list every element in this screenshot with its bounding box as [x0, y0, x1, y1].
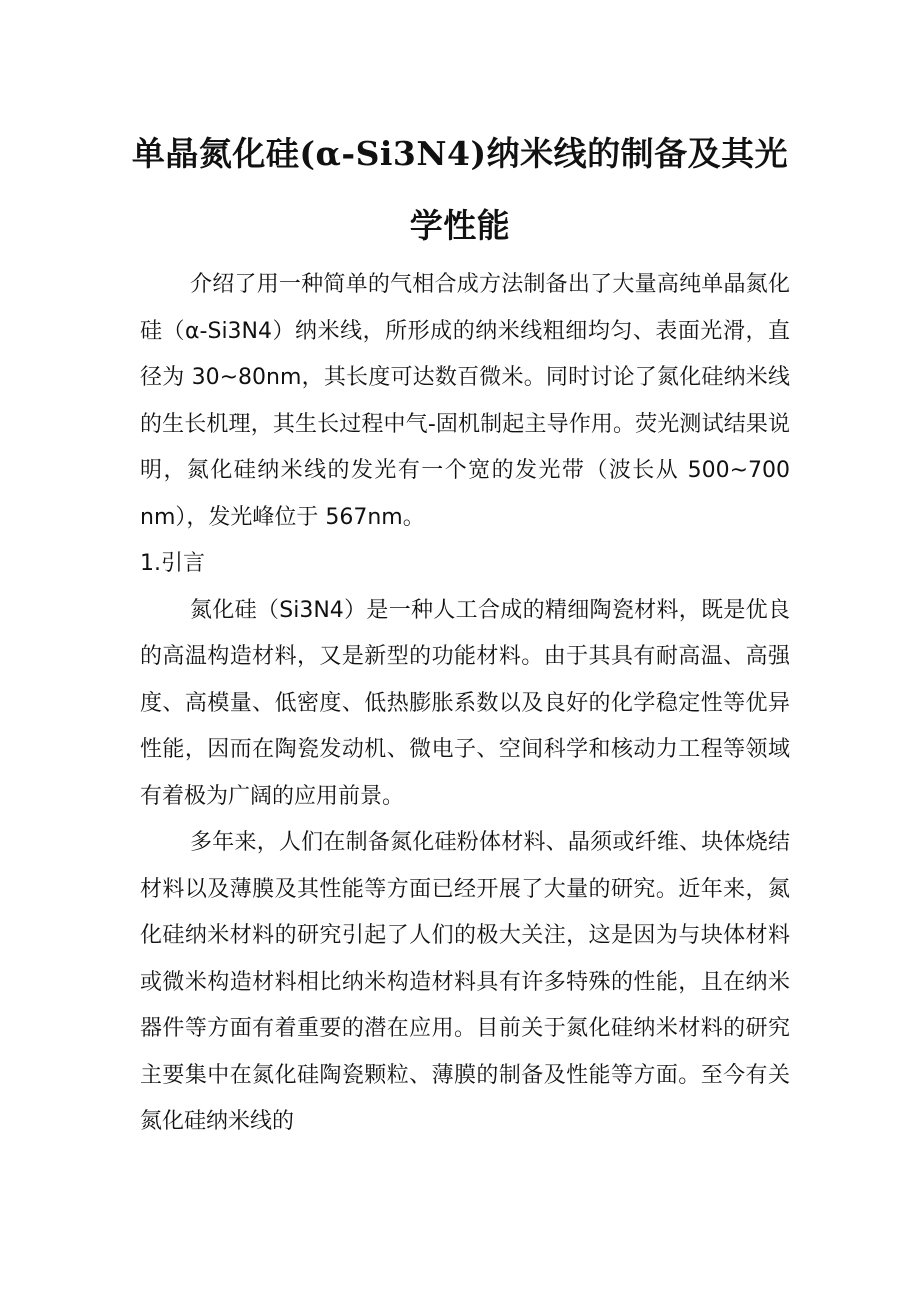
document-title-line-1: 单晶氮化硅(α-Si3N4)纳米线的制备及其光: [131, 134, 789, 173]
document-body: [140, 262, 790, 1146]
document-title-line-2: 学性能: [409, 206, 511, 245]
introduction-paragraph-1: 氮化硅（Si3N4）是一种人工合成的精细陶瓷材料，既是优良的高温构造材料，又是新型的功能材料。由于其具有耐高温、高强度、高模量、低密度、低热膨胀系数以及良好的化学稳定性等优异性能，因而在陶瓷发动机、微电子、空间科学和核动力工程等领域有着极为广阔的应用前景。: [140, 597, 790, 809]
section-heading-introduction: 1.引言: [140, 551, 205, 576]
introduction-paragraph-2: 多年来，人们在制备氮化硅粉体材料、晶须或纤维、块体烧结材料以及薄膜及其性能等方面已经开展了大量的研究。近年来，氮化硅纳米材料的研究引起了人们的极大关注，这是因为与块体材料或微米构造材料相比纳米构造材料具有许多特殊的性能，且在纳米器件等方面有着重要的潜在应用。目前关于氮化硅纳米材料的研究主要集中在氮化硅陶瓷颗粒、薄膜的制备及性能等方面。至今有关氮化硅纳米线的: [140, 830, 790, 1134]
abstract-paragraph: 介绍了用一种简单的气相合成方法制备出了大量高纯单晶氮化硅（α-Si3N4）纳米线，所形成的纳米线粗细均匀、表面光滑，直径为 30~80nm，其长度可达数百微米。同时讨论了氮化硅纳米线的生长机理，其生长过程中气-固机制起主导作用。荧光测试结果说明，氮化硅纳米线的发光有一个宽的发光带（波长从 500~700 nm），发光峰位于 567nm。: [140, 272, 790, 530]
